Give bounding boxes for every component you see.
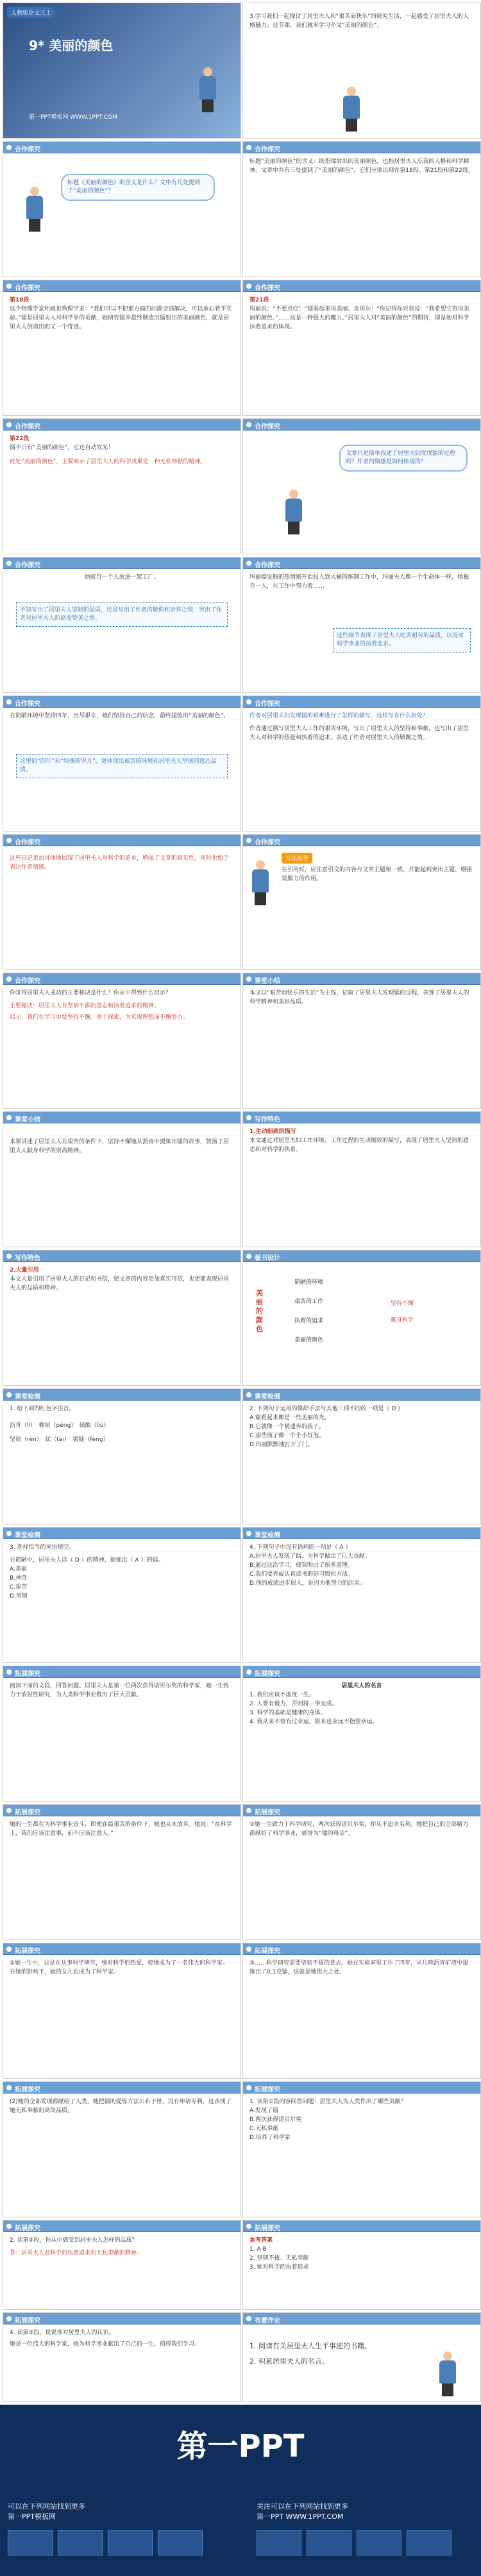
thumbnail[interactable] [158,2530,203,2555]
answer-tag: 参考答案 [249,2237,273,2244]
slide-10 [242,557,481,693]
question-text: 2. 下列句子运用的修辞手法与其他三项不同的一项是（ D ） [249,1406,404,1412]
cover-slide [3,3,241,139]
slide-14 [242,834,481,970]
student-illustration [435,2351,460,2396]
slide-27 [3,1804,241,1940]
body-text: ①她一生中，总是在从事科学研究，她对科学的热爱，使她成为了一名伟大的科学家。在她的影响下，她的女儿也成为了科学家。 [10,1960,229,1975]
bullet-icon [6,2085,12,2090]
answer-text: 这些日记更加具体地展现了居里夫人对科学的追求，增强了文章的真实性，同时也便于表达作者情感。 [10,855,230,871]
slide-24: 课堂检测 4. 下列句子中没有语病的一项是（ A ） A.居里夫人发现了镭，为科学做出了巨大贡献。 B.通过这次学习，使我明白了很多道理。 C.我们要养成认真读书的好习惯和方法。 D.他的成绩进步很大，是因为他努力的结果。 [242,1527,481,1663]
body-text: 在简陋环境中坚持四年，历尽艰辛，她们坚持自己的信念，最终提炼出“美丽的颜色”。 [10,713,230,719]
board-right: 坚持不懈 献身科学 [391,1301,414,1324]
slide-header: 写作特色 [3,1250,240,1262]
question-text: 作者对居里夫妇发现镭的艰难进行了怎样的描写，这样写有什么好处？ [249,713,429,719]
body-text: 这个物理学家和她也物理学家：“我们可以不把那方面的问题全部解决，可以放心着手实验。”镭是居里夫人对科学界的贡献，她研究镭并最终制造出镭射出的美丽颜色，就是居里夫人创造出的又一个奇迹。 [10,306,232,330]
note-box: 这些细节表现了居里夫人吃苦耐劳的品质，以及对科学事业的执着追求。 [333,628,471,653]
slide-34: 拓展探究 参考答案 1. A B 2. 坚韧不拔、无私奉献 3. 她对科学的执着追求 [242,2220,481,2310]
bullet-icon [246,284,251,289]
question-text: 3. 选择恰当的词语填空。 [10,1544,75,1551]
slide-header: 课堂检测 [243,1528,480,1539]
slide-header: 课堂检测 [3,1389,240,1401]
bullet-icon [246,1254,251,1259]
quote-title: 居里夫人的名言 [341,1683,382,1689]
thumbnail[interactable] [108,2530,153,2555]
slide-header: 拓展探究 [243,2221,480,2232]
bullet-icon [6,977,12,982]
body-text: 在引用时，应注意引文的内容与文章主题相一致，并能起到突出主题、增强说服力的作用。 [282,867,473,882]
thumbnail[interactable] [8,2530,53,2555]
bullet-icon [6,561,12,566]
answer-text: 她是一位伟大的科学家，她为科学事业献出了自己的一生，值得我们学习。 [10,2341,201,2348]
bullet-icon [246,2224,251,2229]
thumbnail[interactable] [58,2530,103,2555]
body-text: 本文大量引用了居里夫人的日记和书信，使文章的内容更加真实可信，也更能表现居里夫人的品质和精神。 [10,1276,230,1292]
feature-title: 1.生动细致的描写 [249,1129,296,1135]
note-box: 这里的“四年”和“特殊的岁月”，更体现出艰苦的环境和居里夫人坚韧的意志品质。 [16,754,228,778]
slide-5 [3,280,241,416]
body-text: 阅读下面的文段，回答问题。居里夫人是第一位两次获得诺贝尔奖的科学家，她一生致力于放射性研究，为人类科学事业做出了巨大贡献。 [10,1683,230,1698]
question-text: 你觉得居里夫人成功的主要秘诀是什么？你从中得到什么启示？ [10,990,172,996]
bullet-icon [246,1808,251,1813]
question-text: 2. 读第②段，你从中感受到居里夫人怎样的品质？ [10,2237,138,2244]
paragraph-label: 第18段 [10,297,30,303]
slide-header: 合作探究 [3,835,240,846]
grade-badge: 人教版语文三上 [7,7,55,18]
question-bubble: 标题《美丽的颜色》的含义是什么？文中有几处提到了“美丽的颜色”？ [61,174,215,201]
bullet-icon [246,838,251,843]
slide-header: 合作探究 [243,558,480,569]
advert-right: 关注可以在下列网站找到更多 第一PPT WWW.1PPT.COM [257,2502,348,2521]
question-text: 4. 读第③段，说说你对居里夫人的认识。 [10,2330,115,2336]
slide-header: 课堂小结 [3,1112,240,1123]
slide-header: 合作探究 [243,280,480,292]
bullet-icon [6,2316,12,2321]
bullet-icon [6,284,12,289]
bullet-icon [246,145,251,150]
question-text: 1. 读第①段内容回答问题：居里夫人为人类作出了哪些贡献？ [249,2099,407,2105]
bullet-icon [246,1392,251,1397]
answer-a: 主要秘诀：居里夫人有坚韧不拔的意志和执着追求的精神。 [10,1003,160,1009]
slide-header: 拓展探究 [243,1666,480,1678]
bullet-icon [246,422,251,427]
slide-header: 板书设计 [243,1250,480,1262]
slide-35 [3,2312,241,2402]
slide-12 [242,695,481,832]
slide-header: 课堂检测 [3,1528,240,1539]
body-text: 镭不只有“美丽的颜色”，它还自动发光！ [10,445,114,451]
body-text: ②她一生致力于科学研究，两次获得诺贝尔奖，却从不追求名利。她把自己的全部精力都献给了科学事业，被誉为“镭的母亲”。 [249,1821,469,1837]
slide-11 [3,695,241,832]
bullet-icon [6,1254,12,1259]
slide-header: 拓展探究 [3,1666,240,1678]
question-bubble: 文章只是简单叙述了居里夫妇发现镭的过程吗？作者的情感是如何体现的？ [339,445,468,472]
question-text: 4. 下列句子中没有语病的一项是（ A ） [249,1544,351,1551]
slide-intro [242,3,481,139]
slide-9 [3,557,241,693]
body-text: 玛丽说：“不要点灯！”镭看起来很美丽。皮埃尔：“你记得你对我说：“我希望它有很美丽的颜色。”……这是一种强大的魔力。”居里夫人对“美丽的颜色”的期待，即是她对科学执着追求的体现。 [249,306,469,330]
slide-19 [3,1250,241,1386]
ppt-logo: 第一PPT [176,2428,305,2464]
thumbnail[interactable] [257,2530,301,2555]
teacher-illustration [196,67,220,112]
question-text: 1. 给下面的红色字注音。 [10,1406,75,1412]
slide-header: 写作特色 [243,1112,480,1123]
slide-header: 合作探究 [243,835,480,846]
body-text: 本课讲述了居里夫人在艰苦的条件下，坚持不懈地从沥青中提炼出镭的故事，赞扬了居里夫人献身科学的崇高精神。 [10,1139,230,1154]
bullet-icon [246,1947,251,1952]
slide-header: 合作探究 [3,558,240,569]
slide-header: 合作探究 [3,142,240,153]
slide-36: 布置作业 1. 阅读有关居里夫人生平事迹的书籍。 2. 积累居里夫人的名言。 [242,2312,481,2402]
highlight-text: 此处“美丽的颜色”，主要暗示了居里夫人的科学成果是一种无私奉献的精神。 [10,459,207,465]
slide-header: 课堂小结 [243,973,480,985]
slide-30 [242,1943,481,2079]
slide-20 [242,1250,481,1386]
slide-13 [3,834,241,970]
slide-32: 拓展探究 1. 读第①段内容回答问题：居里夫人为人类作出了哪些贡献？ A.发现了镭 B.两次获得诺贝尔奖 C.无私奉献 D.培养了科学家 [242,2081,481,2217]
body-text: 她的一生都在为科学事业奋斗，即使在最艰苦的条件下，她也从未放弃。她说：“在科学上，我们应该注意事，而不应该注意人。” [10,1821,232,1837]
cover-title: 9* 美丽的颜色 [29,38,114,53]
slide-header: 拓展探究 [3,2082,240,2094]
advert-banner [0,2405,481,2576]
intro-text: 3.学习我们一起探讨了居里夫人和“艰苦而快乐”的研究生活，一起感受了居里夫人的人格魅力；这节课，我们就来学习介文“美丽的颜色”。 [249,13,469,29]
bullet-icon [6,838,12,843]
bullet-icon [6,1115,12,1120]
body-text: (2)她的全部发现都献给了人类，她把镭的提炼方法公布于世，没有申请专利，这表现了她无私奉献的高尚品质。 [10,2099,232,2114]
fill-line: 在简陋中，居里夫人以（ D ）的精神，提炼出（ A ）的镭。 [10,1557,164,1564]
bullet-icon [246,2085,251,2090]
slide-16 [242,973,481,1109]
slide-8 [242,418,481,554]
body-text: 本文通过对居里夫妇工作环境、工作过程的生动细致的描写，表现了居里夫人坚韧的意志和对科学的执着。 [249,1138,469,1153]
slide-25 [3,1666,241,1802]
body-text: ③……科学研究需要坚韧不拔的意志。她在实验室里工作了四年，从几吨沥青矿渣中提炼出了0.1克镭，这就是她伟大之处。 [249,1960,469,1975]
thumbnail[interactable] [357,2530,401,2555]
slide-18 [242,1111,481,1247]
paragraph-label: 第22段 [10,436,30,442]
bullet-icon [6,1669,12,1675]
bullet-icon [6,1392,12,1397]
slide-4 [242,141,481,277]
slide-6 [242,280,481,416]
slide-26: 拓展探究 居里夫人的名言 1. 我们应该不虚度一生。 2. 人要有毅力，否则将一事无成。 3. 科学的基础是健康的身体。 4. 我从来不曾有过幸运，将来也永远不指望幸运。 [242,1666,481,1802]
note-box: 不知写出了居里夫人坚韧的品质，还是写出了作者的敬仰和崇拜之情，突出了作者对居里夫人的高度赞美之情。 [16,602,228,627]
slide-header: 拓展探究 [3,1805,240,1816]
slide-28 [242,1804,481,1940]
bullet-icon [246,1115,251,1120]
slide-header: 拓展探究 [243,1943,480,1955]
slide-3 [3,141,241,277]
feature-title: 2.大量引用 [10,1267,39,1274]
thumbnail[interactable] [307,2530,351,2555]
slide-17 [3,1111,241,1247]
slide-header: 合作探究 [243,419,480,431]
body-text: 本文以“艰苦而快乐的生活”为主线，记叙了居里夫人发现镭的过程，表现了居里夫人的科学精神和美好品质。 [249,990,469,1005]
slide-header: 合作探究 [243,696,480,708]
slide-header: 拓展探究 [3,1943,240,1955]
site-label: 第一PPT模板网 WWW.1PPT.COM [29,114,117,121]
slide-header: 合作探究 [3,419,240,431]
bullet-icon [6,1947,12,1952]
bullet-icon [6,2224,12,2229]
board-title: 美丽的颜色 [256,1289,263,1333]
bullet-icon [6,699,12,704]
slide-header: 合作探究 [3,280,240,292]
board-items: 简陋的环境 艰苦的工作 执着的追求 美丽的颜色 [294,1279,324,1343]
paragraph-label: 第21段 [249,297,269,303]
slide-header: 拓展探究 [243,1805,480,1816]
bullet-icon [246,561,251,566]
slide-29 [3,1943,241,2079]
thumbnail[interactable] [407,2530,451,2555]
slide-header: 拓展探究 [243,2082,480,2094]
bullet-icon [6,422,12,427]
slide-header: 合作探究 [3,973,240,985]
bullet-icon [246,977,251,982]
word-list: 沥青（lì） 棚屋（péng） 硫酸（liú） 坚韧（rèn） 钛（tài） 裂缝（fèng） [10,1422,110,1443]
answer-text: 答：居里夫人对科学的执着追求和无私奉献的精神。 [10,2250,143,2256]
teacher-illustration [248,860,273,905]
bullet-icon [6,1531,12,1536]
slide-21 [3,1388,241,1524]
student-illustration [339,87,364,132]
slide-7 [3,418,241,554]
teacher-illustration [22,187,47,232]
bullet-icon [6,145,12,150]
slide-header: 布置作业 [243,2313,480,2324]
slide-header: 课堂检测 [243,1389,480,1401]
answer-text: 标题“美丽的颜色”的含义：既指镭射出的美丽颜色，也指居里夫人忘我的人格和科学精神。文章中共有三处提到了“美丽的颜色”，它们分别出现在第18段、第21段和第22段。 [249,158,474,174]
slide-31 [3,2081,241,2217]
teacher-illustration [282,490,306,534]
answer-text: 作者通过描写居里夫人工作的艰苦环境，写出了居里夫人的坚持和奉献，也写出了居里夫人对科学的热爱和执着的追求，表达了作者对居里夫人的敬佩之情。 [249,726,469,741]
method-tag: 方法指导 [282,853,312,864]
slide-23: 课堂检测 3. 选择恰当的词语填空。 在简陋中，居里夫人以（ D ）的精神，提炼出（ A ）的镭。 A.美丽 B.神奇 C.艰苦 D.坚韧 [3,1527,241,1663]
slide-15 [3,973,241,1109]
bullet-icon [246,699,251,704]
body-text: 她就自一个人放进一架工厂。 [84,574,160,581]
bullet-icon [246,1669,251,1675]
slide-header: 拓展探究 [3,2221,240,2232]
bullet-icon [246,1531,251,1536]
body-text: 玛丽爆发般的热情刚开始投入到大桶的炼制工作中，玛丽夫人像一个生命体一样，她独自一人，在工作中努力着…… [249,574,469,590]
bullet-icon [246,2316,251,2321]
slide-header: 拓展探究 [3,2313,240,2324]
advert-left: 可以在下列网站找到更多 第一PPT模板网 [8,2502,85,2521]
bullet-icon [6,1808,12,1813]
answer-b: 启示：我们在学习中要坚持不懈、勇于探索，为实现理想而不懈努力。 [10,1014,189,1021]
slide-22: 课堂检测 2. 下列句子运用的修辞手法与其他三项不同的一项是（ D ） A.镭看起来像是一些美丽的光。 B.它就像一个被遗弃的孩子。 C.那些瓶子像一个个小灯泡。 D.玛丽默默地打开了门。 [242,1388,481,1524]
slide-header: 合作探究 [3,696,240,708]
slide-33 [3,2220,241,2310]
slide-header: 合作探究 [243,142,480,153]
